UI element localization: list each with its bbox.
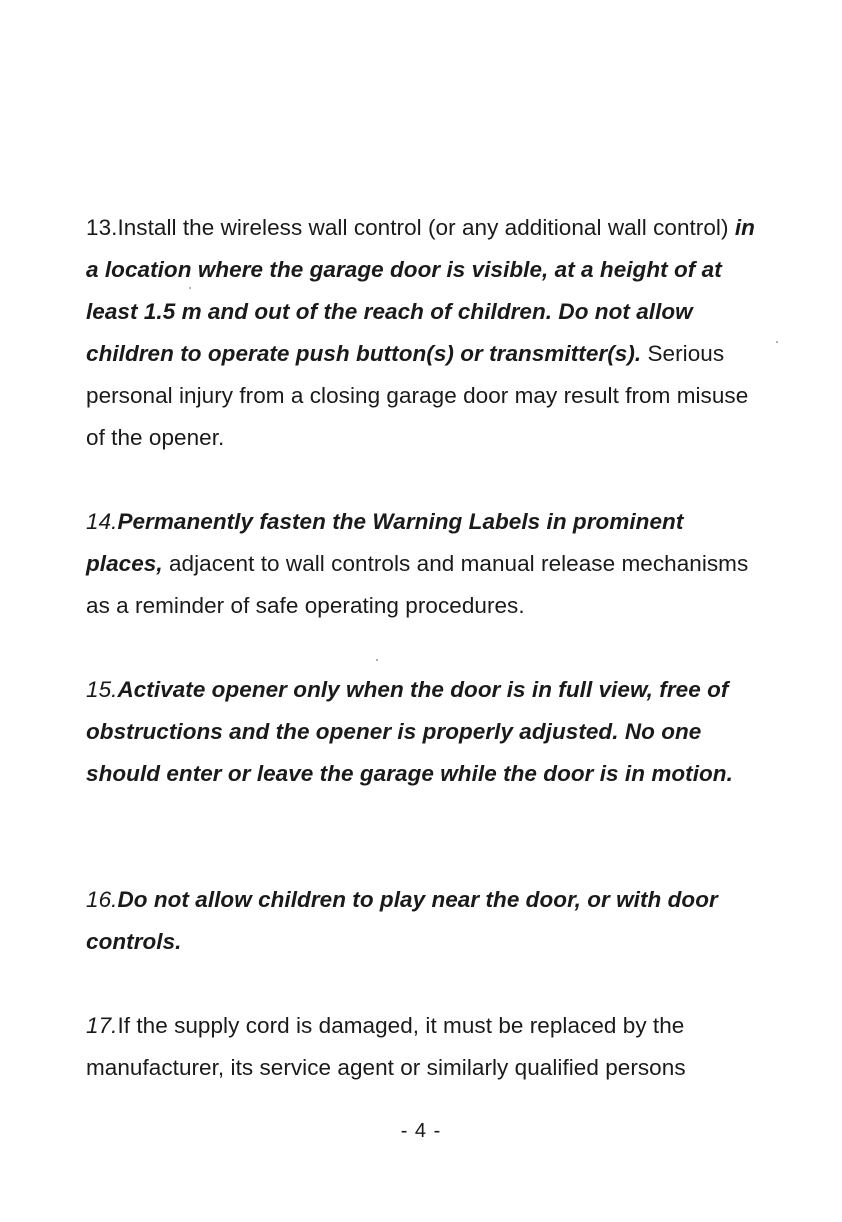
item-warning-text: Permanently fasten the Warning Labels in prominent places, (86, 509, 684, 576)
item-warning-text: in a location where the garage door is visible, at a height of at least 1.5 m and out of the reach of children. Do not allow children to operate push button(s) or transmitter(s). (86, 215, 755, 366)
instruction-item-17 (86, 1005, 758, 1089)
page-number: - 4 - (400, 1120, 442, 1142)
instruction-item-15 (86, 669, 758, 795)
instruction-item-13 (86, 207, 758, 459)
item-number: 16. (86, 887, 118, 912)
item-warning-text: Do not allow children to play near the door, or with door controls. (86, 887, 718, 954)
instruction-item-14 (86, 501, 758, 627)
scan-speck (376, 659, 378, 661)
item-text: adjacent to wall controls and manual release mechanisms as a reminder of safe operating procedures. (86, 551, 749, 618)
item-text: Install the wireless wall control (or any additional wall control) (117, 215, 735, 240)
scan-speck (189, 287, 191, 289)
item-number: 17. (86, 1013, 118, 1038)
item-number: 14. (86, 509, 118, 534)
item-warning-text: Activate opener only when the door is in full view, free of obstructions and the opener is properly adjusted. No one should enter or leave the garage while the door is in motion. (86, 677, 733, 786)
item-number: 15. (86, 677, 118, 702)
item-number: 13. (86, 215, 118, 240)
instruction-item-16 (86, 879, 758, 963)
item-text: Serious personal injury from a closing garage door may result from misuse of the opener. (86, 341, 749, 450)
item-text: If the supply cord is damaged, it must be replaced by the manufacturer, its service agent or similarly qualified persons (86, 1013, 686, 1080)
scan-speck (776, 341, 778, 343)
